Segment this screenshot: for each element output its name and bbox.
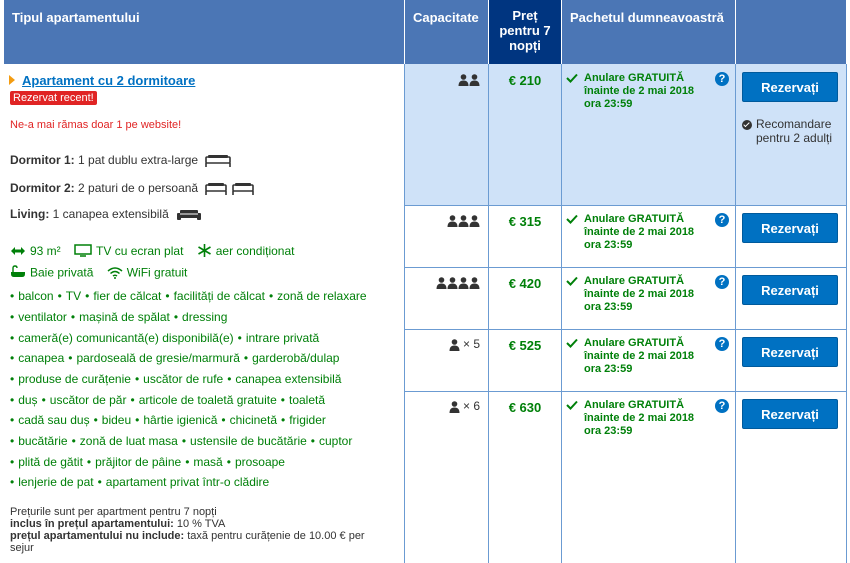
amenity: • prosoape xyxy=(227,455,285,469)
amenity: • garderobă/dulap xyxy=(244,351,340,365)
amenities-row xyxy=(10,475,273,489)
note-label: inclus în prețul apartamentului: xyxy=(10,518,174,530)
note-line: Prețurile sunt per apartment pentru 7 nopți xyxy=(10,506,217,518)
amenities-row xyxy=(10,351,343,365)
amenity: • cuptor xyxy=(311,434,353,448)
info-icon[interactable]: ? xyxy=(715,213,729,227)
divider xyxy=(846,64,847,563)
note-line xyxy=(10,530,390,554)
price-notes xyxy=(10,506,390,554)
bedroom-2-value: 2 paturi de o persoană xyxy=(78,181,199,195)
bedroom-1-value: 1 pat dublu extra-large xyxy=(78,153,199,167)
amenity: • produse de curățenie xyxy=(10,372,131,386)
amenity: • lenjerie de pat xyxy=(10,475,94,489)
amenities-row xyxy=(10,310,231,324)
bedroom-1 xyxy=(10,153,231,167)
amenity: • balcon xyxy=(10,289,54,303)
cancellation-line: înainte de 2 mai 2018 xyxy=(584,350,695,362)
cancellation-text xyxy=(570,72,720,111)
amenity: • bideu xyxy=(94,413,132,427)
divider xyxy=(405,391,846,392)
person-icon xyxy=(436,275,480,289)
amenity: • intrare privată xyxy=(238,331,320,345)
free-cancellation xyxy=(570,337,720,376)
bedroom-1-label: Dormitor 1: xyxy=(10,153,75,167)
free-cancellation xyxy=(570,399,720,438)
recommendation-text: Recomandare pentru 2 adulți xyxy=(756,117,833,145)
reserve-button[interactable]: Rezervați xyxy=(742,399,838,429)
price-value: € 315 xyxy=(508,214,542,229)
checkmark-icon xyxy=(566,214,578,228)
amenity: • masă xyxy=(185,455,223,469)
checkmark-icon xyxy=(566,73,578,87)
bedroom-2 xyxy=(10,181,255,195)
cancellation-line: ora 23:59 xyxy=(584,363,633,375)
size-value: 93 m² xyxy=(30,244,61,259)
room-title-link[interactable]: Apartament cu 2 dormitoare xyxy=(22,73,196,88)
free-cancellation xyxy=(570,72,720,111)
amenity: • canapea xyxy=(10,351,64,365)
bathtub-icon xyxy=(10,265,26,282)
recommendation xyxy=(742,117,842,145)
note-value: 10 % TVA xyxy=(176,518,226,530)
divider xyxy=(405,205,846,206)
check-circle-icon xyxy=(742,120,752,130)
amenity: • ventilator xyxy=(10,310,67,324)
header-room-type-label: Tipul apartamentului xyxy=(12,10,140,25)
amenity: • apartament privat într-o clădire xyxy=(98,475,270,489)
cancellation-text xyxy=(570,337,720,376)
bath-label: Baie privată xyxy=(30,265,94,280)
amenity: • hârtie igienică xyxy=(135,413,217,427)
header-price-label: Preț pentru 7 nopți xyxy=(499,8,551,53)
amenity: • bucătărie xyxy=(10,434,68,448)
reserve-button[interactable]: Rezervați xyxy=(742,337,838,367)
amenity: • chicinetă xyxy=(221,413,277,427)
divider xyxy=(488,64,489,563)
reserve-button[interactable]: Rezervați xyxy=(742,72,838,102)
cancellation-line: ora 23:59 xyxy=(584,301,633,313)
cancellation-line: Anulare GRATUITĂ xyxy=(584,337,685,349)
cancellation-line: ora 23:59 xyxy=(584,98,633,110)
divider xyxy=(561,64,562,563)
cancellation-text xyxy=(570,399,720,438)
note-label: prețul apartamentului nu include: xyxy=(10,530,185,542)
amenity: • pardoseală de gresie/marmură xyxy=(68,351,240,365)
amenity: • plită de gătit xyxy=(10,455,83,469)
amenities-row xyxy=(10,413,330,427)
person-icon xyxy=(458,72,480,86)
amenity: • TV xyxy=(58,289,82,303)
double-bed-icon xyxy=(205,154,231,167)
sofa-bed-icon xyxy=(176,208,202,221)
header-capacity-label: Capacitate xyxy=(413,10,479,25)
divider xyxy=(404,64,405,563)
note-value: taxă pentru curățenie de 10.00 € per sejur xyxy=(10,530,365,554)
recently-booked-badge: Rezervat recent! xyxy=(10,91,97,105)
tv-label: TV cu ecran plat xyxy=(96,244,184,259)
wifi-icon xyxy=(107,266,123,282)
amenities-row xyxy=(10,393,329,407)
cancellation-line: Anulare GRATUITĂ xyxy=(584,72,685,84)
snowflake-icon xyxy=(197,243,212,261)
living-value: 1 canapea extensibilă xyxy=(52,207,169,221)
cancellation-line: Anulare GRATUITĂ xyxy=(584,213,685,225)
scarcity-message: Ne-a mai rămas doar 1 pe website! xyxy=(10,119,182,131)
amenity: • dressing xyxy=(174,310,228,324)
amenities-row xyxy=(10,331,323,345)
info-icon[interactable]: ? xyxy=(715,275,729,289)
capacity-multiplier: × 5 xyxy=(459,337,480,351)
capacity-multiplier: × 6 xyxy=(459,399,480,413)
free-cancellation xyxy=(570,275,720,314)
amenity: • articole de toaletă gratuite xyxy=(130,393,276,407)
price-value: € 525 xyxy=(508,338,542,353)
header-price[interactable] xyxy=(489,0,561,64)
amenity: • uscător de rufe xyxy=(135,372,223,386)
amenity: • zonă de relaxare xyxy=(269,289,367,303)
header-package xyxy=(562,0,735,64)
cancellation-line: Anulare GRATUITĂ xyxy=(584,399,685,411)
note-line xyxy=(10,518,390,530)
free-cancellation xyxy=(570,213,720,252)
price-value: € 630 xyxy=(508,400,542,415)
checkmark-icon xyxy=(566,400,578,414)
amenity: • canapea extensibilă xyxy=(227,372,341,386)
cancellation-line: ora 23:59 xyxy=(584,425,633,437)
cancellation-line: Anulare GRATUITĂ xyxy=(584,275,685,287)
amenity: • cameră(e) comunicantă(e) disponibilă(e) xyxy=(10,331,234,345)
amenities-row xyxy=(10,455,289,469)
cancellation-line: înainte de 2 mai 2018 xyxy=(584,85,695,97)
expand-arrow-icon xyxy=(9,75,15,85)
facilities-highlight-1 xyxy=(10,243,294,261)
wifi-label: WiFi gratuit xyxy=(126,265,188,280)
reserve-button[interactable]: Rezervați xyxy=(742,213,838,243)
person-icon xyxy=(449,399,480,413)
checkmark-icon xyxy=(566,276,578,290)
amenity: • mașină de spălat xyxy=(71,310,170,324)
cancellation-text xyxy=(570,213,720,252)
living-label: Living: xyxy=(10,207,50,221)
amenity: • ustensile de bucătărie xyxy=(182,434,307,448)
cancellation-line: ora 23:59 xyxy=(584,239,633,251)
amenity: • uscător de păr xyxy=(42,393,127,407)
header-room-type xyxy=(4,0,404,64)
header-package-label: Pachetul dumneavoastră xyxy=(570,10,724,25)
divider xyxy=(405,329,846,330)
reserve-button[interactable]: Rezervați xyxy=(742,275,838,305)
cancellation-line: înainte de 2 mai 2018 xyxy=(584,226,695,238)
ac-label: aer condiționat xyxy=(215,244,295,259)
info-icon[interactable]: ? xyxy=(715,337,729,351)
header-action xyxy=(736,0,846,64)
bedroom-2-label: Dormitor 2: xyxy=(10,181,75,195)
amenity: • cadă sau duș xyxy=(10,413,90,427)
amenities-row xyxy=(10,434,356,448)
tv-icon xyxy=(74,244,92,260)
amenities-row xyxy=(10,372,345,386)
amenity: • duș xyxy=(10,393,38,407)
cancellation-line: înainte de 2 mai 2018 xyxy=(584,288,695,300)
living-room xyxy=(10,207,202,221)
price-value: € 420 xyxy=(508,276,542,291)
cancellation-line: înainte de 2 mai 2018 xyxy=(584,412,695,424)
amenities-row xyxy=(10,289,371,303)
facilities-highlight-2 xyxy=(10,265,187,282)
amenity: • fier de călcat xyxy=(85,289,161,303)
divider xyxy=(735,64,736,563)
header-capacity xyxy=(405,0,488,64)
info-icon[interactable]: ? xyxy=(715,72,729,86)
price-value: € 210 xyxy=(508,73,542,88)
single-bed-icon xyxy=(205,182,255,195)
amenity: • frigider xyxy=(281,413,326,427)
amenity: • toaletă xyxy=(281,393,325,407)
amenity: • prăjitor de pâine xyxy=(87,455,181,469)
checkmark-icon xyxy=(566,338,578,352)
size-icon xyxy=(10,244,26,261)
person-icon xyxy=(449,337,480,351)
divider xyxy=(405,267,846,268)
info-icon[interactable]: ? xyxy=(715,399,729,413)
amenity: • zonă de luat masa xyxy=(72,434,178,448)
person-icon xyxy=(447,213,480,227)
amenity: • facilități de călcat xyxy=(165,289,265,303)
cancellation-text xyxy=(570,275,720,314)
